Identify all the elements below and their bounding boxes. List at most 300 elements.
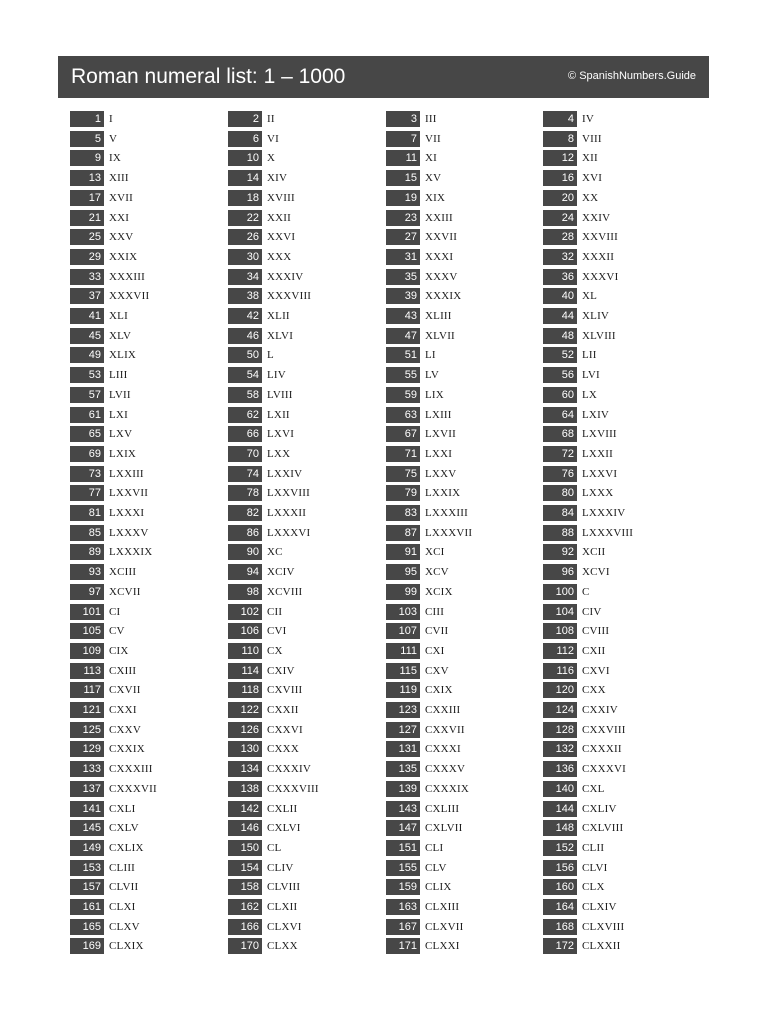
arabic-number-badge: 99 (386, 584, 420, 600)
roman-numeral: XCVI (582, 566, 610, 578)
roman-numeral: XCI (425, 546, 445, 558)
roman-numeral: LXXXVII (425, 527, 473, 539)
arabic-number-badge: 25 (70, 229, 104, 245)
roman-numeral: LXXIX (425, 487, 461, 499)
arabic-number-badge: 152 (543, 840, 577, 856)
roman-numeral: LXXVIII (267, 487, 310, 499)
roman-numeral: CXIII (109, 665, 137, 677)
arabic-number-badge: 149 (70, 840, 104, 856)
roman-numeral: XLVI (267, 330, 294, 342)
arabic-number-badge: 91 (386, 544, 420, 560)
roman-numeral: CIII (425, 606, 445, 618)
roman-numeral: CXV (425, 665, 449, 677)
roman-numeral: CXXXIII (109, 763, 153, 775)
roman-numeral: XCV (425, 566, 449, 578)
arabic-number-badge: 33 (70, 269, 104, 285)
roman-numeral: CXIX (425, 684, 453, 696)
arabic-number-badge: 13 (70, 170, 104, 186)
roman-numeral: LXVI (267, 428, 295, 440)
roman-numeral: CLXIX (109, 940, 144, 952)
arabic-number-badge: 80 (543, 485, 577, 501)
arabic-number-badge: 133 (70, 761, 104, 777)
roman-numeral: CLXIII (425, 901, 460, 913)
arabic-number-badge: 76 (543, 466, 577, 482)
roman-numeral: CXX (582, 684, 606, 696)
arabic-number-badge: 125 (70, 722, 104, 738)
arabic-number-badge: 86 (228, 525, 262, 541)
roman-numeral: CIV (582, 606, 602, 618)
arabic-number-badge: 94 (228, 564, 262, 580)
arabic-number-badge: 110 (228, 643, 262, 659)
arabic-number-badge: 53 (70, 367, 104, 383)
roman-numeral: XCIX (425, 586, 453, 598)
arabic-number-badge: 140 (543, 781, 577, 797)
roman-numeral: LXXXVI (267, 527, 311, 539)
arabic-number-badge: 12 (543, 150, 577, 166)
arabic-number-badge: 155 (386, 860, 420, 876)
roman-numeral: CLXII (267, 901, 298, 913)
arabic-number-badge: 54 (228, 367, 262, 383)
roman-numeral: XCII (582, 546, 606, 558)
roman-numeral: CXLVII (425, 822, 463, 834)
roman-numeral: II (267, 113, 275, 125)
roman-numeral: LXXXIX (109, 546, 153, 558)
roman-numeral: CLXVII (425, 921, 464, 933)
arabic-number-badge: 71 (386, 446, 420, 462)
roman-numeral: CLX (582, 881, 605, 893)
roman-numeral: XCVII (109, 586, 141, 598)
roman-numeral: XIII (109, 172, 129, 184)
arabic-number-badge: 89 (70, 544, 104, 560)
arabic-number-badge: 17 (70, 190, 104, 206)
roman-numeral: CXLI (109, 803, 136, 815)
roman-numeral: XII (582, 152, 598, 164)
roman-numeral: CLXXII (582, 940, 621, 952)
roman-numeral: CXXXIX (425, 783, 469, 795)
arabic-number-badge: 67 (386, 426, 420, 442)
roman-numeral: CXLIII (425, 803, 460, 815)
arabic-number-badge: 15 (386, 170, 420, 186)
arabic-number-badge: 112 (543, 643, 577, 659)
arabic-number-badge: 60 (543, 387, 577, 403)
roman-numeral: CXXXVIII (267, 783, 319, 795)
arabic-number-badge: 164 (543, 899, 577, 915)
roman-numeral: XL (582, 290, 598, 302)
arabic-number-badge: 29 (70, 249, 104, 265)
roman-numeral: CXXVII (425, 724, 465, 736)
arabic-number-badge: 5 (70, 131, 104, 147)
roman-numeral: LXXXV (109, 527, 149, 539)
arabic-number-badge: 50 (228, 347, 262, 363)
roman-numeral: CXLII (267, 803, 298, 815)
arabic-number-badge: 35 (386, 269, 420, 285)
arabic-number-badge: 83 (386, 505, 420, 521)
arabic-number-badge: 143 (386, 801, 420, 817)
roman-numeral: LXIV (582, 409, 610, 421)
roman-numeral: XCVIII (267, 586, 303, 598)
roman-numeral: CLXVIII (582, 921, 625, 933)
roman-numeral: CXVI (582, 665, 610, 677)
arabic-number-badge: 145 (70, 820, 104, 836)
arabic-number-badge: 111 (386, 643, 420, 659)
roman-numeral: CI (109, 606, 121, 618)
arabic-number-badge: 8 (543, 131, 577, 147)
roman-numeral: XXVIII (582, 231, 619, 243)
roman-numeral: XV (425, 172, 442, 184)
roman-numeral: XXXII (582, 251, 615, 263)
roman-numeral: LXI (109, 409, 128, 421)
arabic-number-badge: 127 (386, 722, 420, 738)
roman-numeral: CXXI (109, 704, 137, 716)
roman-numeral: III (425, 113, 437, 125)
roman-numeral: XXI (109, 212, 130, 224)
arabic-number-badge: 82 (228, 505, 262, 521)
roman-numeral: LVII (109, 389, 131, 401)
arabic-number-badge: 126 (228, 722, 262, 738)
roman-numeral: L (267, 349, 274, 361)
roman-numeral: CXLV (109, 822, 139, 834)
arabic-number-badge: 55 (386, 367, 420, 383)
arabic-number-badge: 115 (386, 663, 420, 679)
roman-numeral: LXXVII (109, 487, 149, 499)
arabic-number-badge: 10 (228, 150, 262, 166)
arabic-number-badge: 172 (543, 938, 577, 954)
roman-numeral: XVIII (267, 192, 295, 204)
roman-numeral: CLXV (109, 921, 140, 933)
arabic-number-badge: 162 (228, 899, 262, 915)
arabic-number-badge: 90 (228, 544, 262, 560)
arabic-number-badge: 137 (70, 781, 104, 797)
arabic-number-badge: 171 (386, 938, 420, 954)
arabic-number-badge: 128 (543, 722, 577, 738)
roman-numeral: CXXIII (425, 704, 461, 716)
roman-numeral: CVI (267, 625, 287, 637)
roman-numeral: VII (425, 133, 441, 145)
roman-numeral: CLI (425, 842, 444, 854)
arabic-number-badge: 144 (543, 801, 577, 817)
arabic-number-badge: 116 (543, 663, 577, 679)
roman-numeral: LXV (109, 428, 133, 440)
roman-numeral: LV (425, 369, 440, 381)
roman-numeral: CXXV (109, 724, 141, 736)
roman-numeral: LXVII (425, 428, 456, 440)
arabic-number-badge: 52 (543, 347, 577, 363)
arabic-number-badge: 106 (228, 623, 262, 639)
roman-numeral: CVII (425, 625, 449, 637)
arabic-number-badge: 73 (70, 466, 104, 482)
arabic-number-badge: 62 (228, 407, 262, 423)
roman-numeral: CXVIII (267, 684, 303, 696)
roman-numeral: CXXXVI (582, 763, 626, 775)
arabic-number-badge: 105 (70, 623, 104, 639)
arabic-number-badge: 34 (228, 269, 262, 285)
roman-numeral: LIX (425, 389, 444, 401)
roman-numeral: CII (267, 606, 283, 618)
arabic-number-badge: 130 (228, 741, 262, 757)
roman-numeral: CXXII (267, 704, 299, 716)
arabic-number-badge: 168 (543, 919, 577, 935)
arabic-number-badge: 95 (386, 564, 420, 580)
roman-numeral: CXI (425, 645, 445, 657)
roman-numeral: XIV (267, 172, 288, 184)
arabic-number-badge: 153 (70, 860, 104, 876)
arabic-number-badge: 167 (386, 919, 420, 935)
arabic-number-badge: 147 (386, 820, 420, 836)
arabic-number-badge: 154 (228, 860, 262, 876)
arabic-number-badge: 134 (228, 761, 262, 777)
roman-numeral: LXXV (425, 468, 457, 480)
roman-numeral: CLV (425, 862, 447, 874)
arabic-number-badge: 141 (70, 801, 104, 817)
arabic-number-badge: 74 (228, 466, 262, 482)
roman-numeral: LXXXI (109, 507, 145, 519)
arabic-number-badge: 124 (543, 702, 577, 718)
page-title: Roman numeral list: 1 – 1000 (71, 65, 346, 88)
arabic-number-badge: 79 (386, 485, 420, 501)
roman-numeral: XVII (109, 192, 134, 204)
arabic-number-badge: 103 (386, 604, 420, 620)
arabic-number-badge: 22 (228, 210, 262, 226)
arabic-number-badge: 57 (70, 387, 104, 403)
roman-numeral: XLIX (109, 349, 137, 361)
roman-numeral: XCIII (109, 566, 137, 578)
roman-numeral: CLXX (267, 940, 298, 952)
arabic-number-badge: 114 (228, 663, 262, 679)
roman-numeral: XLII (267, 310, 290, 322)
roman-numeral: CXII (582, 645, 606, 657)
roman-numeral: XXVI (267, 231, 296, 243)
arabic-number-badge: 78 (228, 485, 262, 501)
arabic-number-badge: 36 (543, 269, 577, 285)
arabic-number-badge: 49 (70, 347, 104, 363)
arabic-number-badge: 113 (70, 663, 104, 679)
roman-numeral: XXXVIII (267, 290, 312, 302)
roman-numeral: LXVIII (582, 428, 617, 440)
arabic-number-badge: 117 (70, 682, 104, 698)
arabic-number-badge: 157 (70, 879, 104, 895)
roman-numeral: CXL (582, 783, 605, 795)
roman-numeral: XXXVI (582, 271, 619, 283)
roman-numeral: XCIV (267, 566, 295, 578)
arabic-number-badge: 28 (543, 229, 577, 245)
arabic-number-badge: 41 (70, 308, 104, 324)
arabic-number-badge: 163 (386, 899, 420, 915)
roman-numeral: CXXXII (582, 743, 622, 755)
roman-numeral: XXII (267, 212, 292, 224)
roman-numeral: XXVII (425, 231, 458, 243)
roman-numeral: CXIV (267, 665, 295, 677)
arabic-number-badge: 48 (543, 328, 577, 344)
arabic-number-badge: 108 (543, 623, 577, 639)
arabic-number-badge: 97 (70, 584, 104, 600)
roman-numeral: XI (425, 152, 438, 164)
roman-numeral: CXXX (267, 743, 299, 755)
roman-numeral: CLIII (109, 862, 136, 874)
arabic-number-badge: 23 (386, 210, 420, 226)
roman-numeral: XLV (109, 330, 132, 342)
roman-numeral: LXXXII (267, 507, 307, 519)
roman-numeral: XXIX (109, 251, 138, 263)
arabic-number-badge: 166 (228, 919, 262, 935)
roman-numeral: CLVI (582, 862, 608, 874)
arabic-number-badge: 44 (543, 308, 577, 324)
arabic-number-badge: 85 (70, 525, 104, 541)
arabic-number-badge: 19 (386, 190, 420, 206)
roman-numeral: XVI (582, 172, 603, 184)
arabic-number-badge: 120 (543, 682, 577, 698)
arabic-number-badge: 2 (228, 111, 262, 127)
arabic-number-badge: 88 (543, 525, 577, 541)
arabic-number-badge: 159 (386, 879, 420, 895)
arabic-number-badge: 132 (543, 741, 577, 757)
arabic-number-badge: 1 (70, 111, 104, 127)
arabic-number-badge: 40 (543, 288, 577, 304)
arabic-number-badge: 20 (543, 190, 577, 206)
roman-numeral: CXXVI (267, 724, 303, 736)
roman-numeral: XXIII (425, 212, 453, 224)
arabic-number-badge: 156 (543, 860, 577, 876)
roman-numeral: XIX (425, 192, 446, 204)
arabic-number-badge: 4 (543, 111, 577, 127)
roman-numeral: CXXXVII (109, 783, 157, 795)
roman-numeral: CXLIX (109, 842, 144, 854)
roman-numeral: XLVIII (582, 330, 616, 342)
roman-numeral: XXV (109, 231, 134, 243)
arabic-number-badge: 87 (386, 525, 420, 541)
roman-numeral: LVI (582, 369, 600, 381)
roman-numeral: V (109, 133, 118, 145)
roman-numeral: LXXXIII (425, 507, 468, 519)
arabic-number-badge: 45 (70, 328, 104, 344)
arabic-number-badge: 100 (543, 584, 577, 600)
roman-numeral: LXXXIV (582, 507, 626, 519)
roman-numeral: X (267, 152, 276, 164)
arabic-number-badge: 63 (386, 407, 420, 423)
arabic-number-badge: 165 (70, 919, 104, 935)
roman-numeral: LXIII (425, 409, 452, 421)
roman-numeral: XXXV (425, 271, 458, 283)
arabic-number-badge: 58 (228, 387, 262, 403)
roman-numeral: CIX (109, 645, 129, 657)
arabic-number-badge: 16 (543, 170, 577, 186)
arabic-number-badge: 27 (386, 229, 420, 245)
roman-numeral: XXXIX (425, 290, 462, 302)
arabic-number-badge: 66 (228, 426, 262, 442)
roman-numeral: CXXIV (582, 704, 618, 716)
arabic-number-badge: 68 (543, 426, 577, 442)
arabic-number-badge: 98 (228, 584, 262, 600)
roman-numeral: LX (582, 389, 598, 401)
roman-numeral: LIV (267, 369, 286, 381)
arabic-number-badge: 77 (70, 485, 104, 501)
roman-numeral: LXX (267, 448, 291, 460)
roman-numeral: CXLIV (582, 803, 617, 815)
arabic-number-badge: 170 (228, 938, 262, 954)
roman-numeral: LXXII (582, 448, 613, 460)
roman-numeral: CVIII (582, 625, 610, 637)
arabic-number-badge: 46 (228, 328, 262, 344)
arabic-number-badge: 101 (70, 604, 104, 620)
arabic-number-badge: 93 (70, 564, 104, 580)
arabic-number-badge: 122 (228, 702, 262, 718)
roman-numeral: CLXI (109, 901, 136, 913)
roman-numeral: CX (267, 645, 283, 657)
arabic-number-badge: 37 (70, 288, 104, 304)
arabic-number-badge: 109 (70, 643, 104, 659)
roman-numeral: LI (425, 349, 436, 361)
arabic-number-badge: 70 (228, 446, 262, 462)
arabic-number-badge: 158 (228, 879, 262, 895)
arabic-number-badge: 84 (543, 505, 577, 521)
arabic-number-badge: 18 (228, 190, 262, 206)
roman-numeral: XXXVII (109, 290, 150, 302)
roman-numeral: CXXXV (425, 763, 466, 775)
arabic-number-badge: 69 (70, 446, 104, 462)
arabic-number-badge: 135 (386, 761, 420, 777)
roman-numeral: I (109, 113, 113, 125)
arabic-number-badge: 75 (386, 466, 420, 482)
roman-numeral: IV (582, 113, 595, 125)
arabic-number-badge: 161 (70, 899, 104, 915)
roman-numeral: CXVII (109, 684, 141, 696)
roman-numeral: LXXI (425, 448, 453, 460)
roman-numeral: XXXIII (109, 271, 146, 283)
roman-numeral: XXX (267, 251, 292, 263)
arabic-number-badge: 139 (386, 781, 420, 797)
arabic-number-badge: 11 (386, 150, 420, 166)
roman-numeral: XC (267, 546, 283, 558)
roman-numeral: XLVII (425, 330, 455, 342)
arabic-number-badge: 64 (543, 407, 577, 423)
arabic-number-badge: 3 (386, 111, 420, 127)
arabic-number-badge: 56 (543, 367, 577, 383)
arabic-number-badge: 26 (228, 229, 262, 245)
arabic-number-badge: 9 (70, 150, 104, 166)
arabic-number-badge: 43 (386, 308, 420, 324)
roman-numeral: LVIII (267, 389, 293, 401)
arabic-number-badge: 129 (70, 741, 104, 757)
roman-numeral: LXXXVIII (582, 527, 634, 539)
roman-numeral: LXXX (582, 487, 614, 499)
roman-numeral: LXXVI (582, 468, 618, 480)
arabic-number-badge: 21 (70, 210, 104, 226)
roman-numeral: LII (582, 349, 597, 361)
roman-numeral: XXXI (425, 251, 454, 263)
arabic-number-badge: 81 (70, 505, 104, 521)
arabic-number-badge: 61 (70, 407, 104, 423)
roman-numeral: CXLVI (267, 822, 301, 834)
arabic-number-badge: 160 (543, 879, 577, 895)
arabic-number-badge: 107 (386, 623, 420, 639)
arabic-number-badge: 150 (228, 840, 262, 856)
roman-numeral: CXXXI (425, 743, 461, 755)
arabic-number-badge: 39 (386, 288, 420, 304)
arabic-number-badge: 32 (543, 249, 577, 265)
roman-numeral: VIII (582, 133, 602, 145)
arabic-number-badge: 96 (543, 564, 577, 580)
arabic-number-badge: 102 (228, 604, 262, 620)
roman-numeral: CLVIII (267, 881, 301, 893)
arabic-number-badge: 121 (70, 702, 104, 718)
arabic-number-badge: 146 (228, 820, 262, 836)
arabic-number-badge: 148 (543, 820, 577, 836)
roman-numeral: CLXXI (425, 940, 460, 952)
roman-numeral: LXXIII (109, 468, 144, 480)
arabic-number-badge: 138 (228, 781, 262, 797)
roman-numeral: XXXIV (267, 271, 304, 283)
arabic-number-badge: 38 (228, 288, 262, 304)
arabic-number-badge: 169 (70, 938, 104, 954)
